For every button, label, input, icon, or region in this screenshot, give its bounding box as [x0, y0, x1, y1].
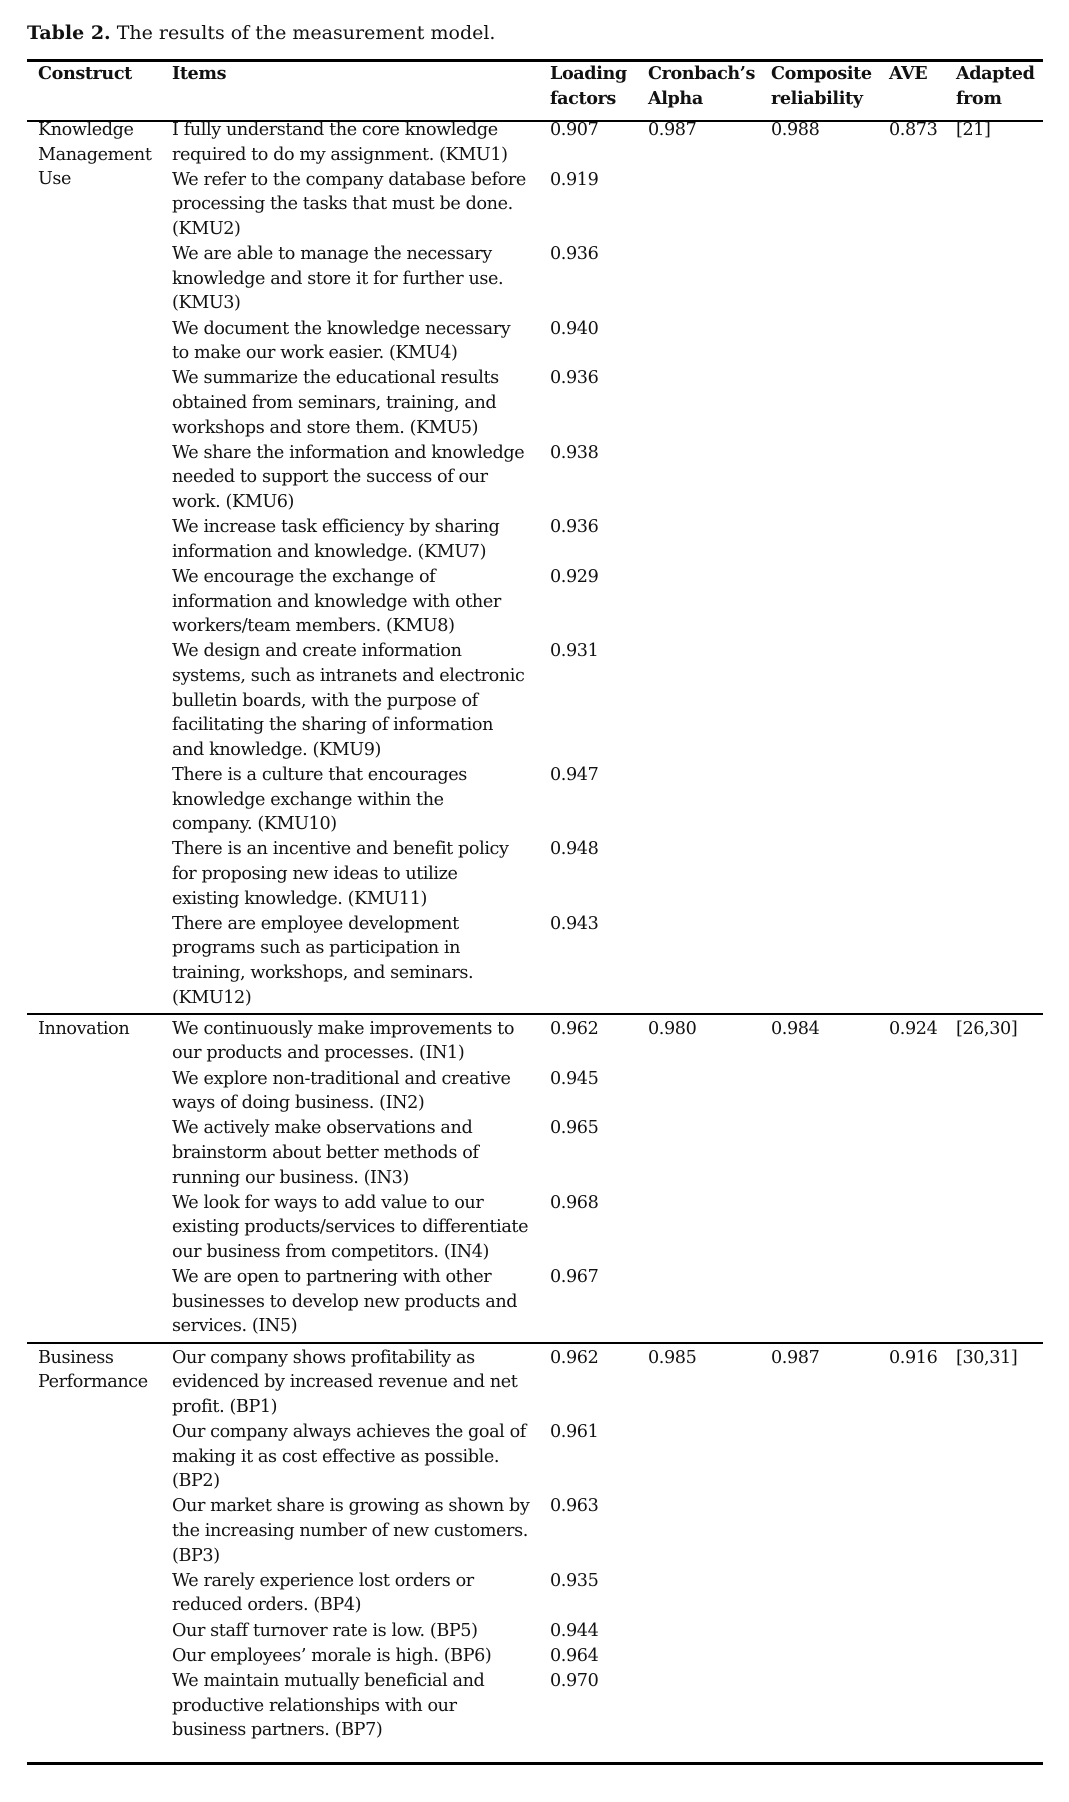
loading-factor-value: 0.931 — [550, 641, 599, 662]
item-line: making it as cost effective as possible. — [172, 1446, 500, 1467]
item-line: (KMU12) — [172, 987, 252, 1008]
item-line: We refer to the company database before — [172, 169, 526, 190]
item-line: existing knowledge. (KMU11) — [172, 888, 427, 909]
item-text — [172, 366, 542, 440]
header-alpha-line: Cronbach’s — [648, 63, 756, 84]
loading-factor-value: 0.929 — [550, 567, 599, 587]
item-line: evidenced by increased revenue and net — [172, 1372, 518, 1393]
loading-factor-value: 0.936 — [550, 517, 599, 538]
item-line: reduced orders. (BP4) — [172, 1595, 362, 1616]
item-line: (BP3) — [172, 1545, 220, 1566]
item-line: business partners. (BP7) — [172, 1720, 383, 1741]
item-line: We design and create information — [172, 641, 462, 662]
item-text — [172, 1067, 542, 1116]
loading-factor-value: 0.961 — [550, 1422, 599, 1442]
loading-factor-value: 0.944 — [550, 1620, 599, 1641]
header-ave: AVE — [889, 63, 928, 84]
item-line: We actively make observations and — [172, 1118, 473, 1139]
header-composite-reliability — [771, 62, 883, 111]
item-text — [172, 1116, 542, 1190]
item-line: required to do my assignment. (KMU1) — [172, 144, 508, 165]
item-text — [172, 912, 542, 1010]
composite-reliability-value: 0.987 — [771, 1347, 820, 1368]
item-line: knowledge exchange within the — [172, 789, 444, 810]
item-line: and knowledge. (KMU9) — [172, 739, 381, 760]
loading-factor-value: 0.965 — [550, 1118, 599, 1139]
item-line: to make our work easier. (KMU4) — [172, 343, 458, 364]
header-composite-line: reliability — [771, 87, 863, 109]
loading-factor-value: 0.962 — [550, 1347, 599, 1368]
item-line: We explore non-traditional and creative — [172, 1068, 511, 1089]
item-line: Our company always achieves the goal of — [172, 1422, 526, 1442]
loading-factor-value: 0.936 — [550, 244, 599, 265]
item-line: facilitating the sharing of information — [172, 715, 494, 736]
item-text — [172, 317, 542, 366]
composite-reliability-value: 0.988 — [771, 120, 820, 140]
item-line: running our business. (IN3) — [172, 1167, 409, 1188]
item-line: We share the information and knowledge — [172, 442, 525, 463]
item-text — [172, 1619, 542, 1644]
item-line: We are able to manage the necessary — [172, 244, 492, 265]
construct-cell — [38, 118, 166, 192]
construct-line: Performance — [38, 1372, 148, 1393]
header-construct: Construct — [38, 63, 132, 84]
item-text — [172, 441, 542, 515]
item-line: workers/team members. (KMU8) — [172, 616, 455, 637]
loading-factor-value: 0.907 — [550, 120, 599, 140]
item-line: needed to support the success of our — [172, 467, 488, 488]
group-separator-rule — [27, 1013, 1043, 1015]
item-text — [172, 1191, 542, 1265]
item-line: I fully understand the core knowledge — [172, 120, 498, 140]
caption-text: The results of the measurement model. — [116, 22, 496, 44]
item-text — [172, 1420, 542, 1494]
item-text — [172, 118, 542, 167]
loading-factor-value: 0.968 — [550, 1192, 599, 1213]
item-line: productive relationships with our — [172, 1695, 457, 1716]
loading-factor-value: 0.948 — [550, 839, 599, 860]
item-line: We summarize the educational results — [172, 368, 499, 389]
item-line: There is an incentive and benefit policy — [172, 839, 509, 860]
loading-factor-value: 0.964 — [550, 1645, 599, 1666]
item-line: We rarely experience lost orders or — [172, 1570, 474, 1591]
caption-label: Table 2. — [27, 22, 111, 44]
item-line: the increasing number of new customers. — [172, 1520, 528, 1541]
item-line: profit. (BP1) — [172, 1396, 278, 1417]
item-line: bulletin boards, with the purpose of — [172, 690, 478, 711]
loading-factor-value: 0.962 — [550, 1018, 599, 1039]
adapted-from-value: [21] — [956, 120, 991, 140]
item-text — [172, 168, 542, 242]
item-text — [172, 837, 542, 911]
item-line: obtained from seminars, training, and — [172, 392, 497, 413]
item-line: Our company shows profitability as — [172, 1347, 475, 1368]
loading-factor-value: 0.970 — [550, 1671, 599, 1691]
item-text — [172, 1569, 542, 1618]
item-text — [172, 1017, 542, 1066]
item-line: services. (IN5) — [172, 1316, 298, 1337]
header-alpha-line: Alpha — [648, 87, 703, 109]
item-line: existing products/services to differentiate — [172, 1217, 529, 1238]
item-line: programs such as participation in — [172, 938, 461, 959]
item-text — [172, 515, 542, 564]
item-line: information and knowledge with other — [172, 591, 501, 612]
table-caption — [27, 21, 495, 45]
item-text — [172, 1669, 542, 1743]
construct-line: Business — [38, 1347, 114, 1368]
composite-reliability-value: 0.984 — [771, 1018, 820, 1039]
item-line: ways of doing business. (IN2) — [172, 1093, 425, 1114]
header-loading-line: Loading — [550, 63, 627, 84]
item-line: our business from competitors. (IN4) — [172, 1241, 490, 1262]
loading-factor-value: 0.940 — [550, 318, 599, 339]
ave-value: 0.916 — [889, 1347, 938, 1368]
item-text — [172, 1494, 542, 1568]
item-line: Our employees’ morale is high. (BP6) — [172, 1645, 492, 1666]
item-line: We look for ways to add value to our — [172, 1192, 484, 1213]
ave-value: 0.924 — [889, 1018, 938, 1039]
item-line: There is a culture that encourages — [172, 765, 467, 785]
item-line: We encourage the exchange of — [172, 567, 436, 587]
item-line: We maintain mutually beneficial and — [172, 1671, 485, 1691]
item-line: (KMU3) — [172, 293, 241, 314]
loading-factor-value: 0.919 — [550, 169, 599, 190]
item-text — [172, 565, 542, 639]
item-line: systems, such as intranets and electronic — [172, 665, 525, 686]
loading-factor-value: 0.935 — [550, 1570, 599, 1591]
construct-line: Knowledge — [38, 120, 134, 140]
item-text — [172, 242, 542, 316]
loading-factor-value: 0.963 — [550, 1496, 599, 1517]
item-line: We continuously make improvements to — [172, 1018, 515, 1039]
item-line: brainstorm about better methods of — [172, 1142, 479, 1163]
item-line: our products and processes. (IN1) — [172, 1043, 465, 1064]
item-text — [172, 639, 542, 762]
header-adapted-line: from — [956, 87, 1002, 109]
construct-line: Management — [38, 144, 152, 165]
header-adapted-from — [956, 62, 1042, 111]
item-line: Our market share is growing as shown by — [172, 1496, 530, 1517]
header-composite-line: Composite — [771, 63, 872, 84]
header-loading-factors — [550, 62, 640, 111]
cronbachs-alpha-value: 0.980 — [648, 1018, 697, 1039]
item-line: workshops and store them. (KMU5) — [172, 417, 479, 438]
item-line: knowledge and store it for further use. — [172, 268, 504, 289]
loading-factor-value: 0.947 — [550, 765, 599, 785]
item-line: We increase task efficiency by sharing — [172, 517, 500, 538]
construct-cell — [38, 1346, 166, 1395]
item-line: for proposing new ideas to utilize — [172, 863, 458, 884]
header-items: Items — [172, 63, 227, 84]
loading-factor-value: 0.936 — [550, 368, 599, 389]
adapted-from-value: [26,30] — [956, 1018, 1018, 1039]
item-text — [172, 763, 542, 837]
adapted-from-value: [30,31] — [956, 1347, 1018, 1368]
construct-cell — [38, 1017, 166, 1042]
item-line: We are open to partnering with other — [172, 1267, 492, 1288]
item-line: processing the tasks that must be done. — [172, 194, 513, 215]
table-bottom-rule — [27, 1762, 1043, 1765]
header-loading-line: factors — [550, 87, 616, 109]
ave-value: 0.873 — [889, 120, 938, 140]
loading-factor-value: 0.945 — [550, 1068, 599, 1089]
header-adapted-line: Adapted — [956, 63, 1035, 84]
cronbachs-alpha-value: 0.987 — [648, 120, 697, 140]
loading-factor-value: 0.943 — [550, 913, 599, 934]
item-text — [172, 1644, 542, 1669]
item-line: company. (KMU10) — [172, 814, 337, 835]
group-separator-rule — [27, 1342, 1043, 1344]
item-line: We document the knowledge necessary — [172, 318, 511, 339]
item-line: training, workshops, and seminars. — [172, 962, 474, 983]
item-line: Our staff turnover rate is low. (BP5) — [172, 1620, 478, 1641]
loading-factor-value: 0.938 — [550, 442, 599, 463]
item-line: information and knowledge. (KMU7) — [172, 541, 487, 562]
item-line: There are employee development — [172, 913, 459, 934]
cronbachs-alpha-value: 0.985 — [648, 1347, 697, 1368]
item-line: businesses to develop new products and — [172, 1291, 518, 1312]
loading-factor-value: 0.967 — [550, 1267, 599, 1288]
item-line: (BP2) — [172, 1471, 220, 1492]
item-text — [172, 1346, 542, 1420]
construct-line: Use — [38, 169, 72, 190]
item-line: (KMU2) — [172, 218, 241, 239]
construct-line: Innovation — [38, 1018, 130, 1039]
header-cronbachs-alpha — [648, 62, 763, 111]
item-line: work. (KMU6) — [172, 491, 295, 512]
item-text — [172, 1265, 542, 1339]
